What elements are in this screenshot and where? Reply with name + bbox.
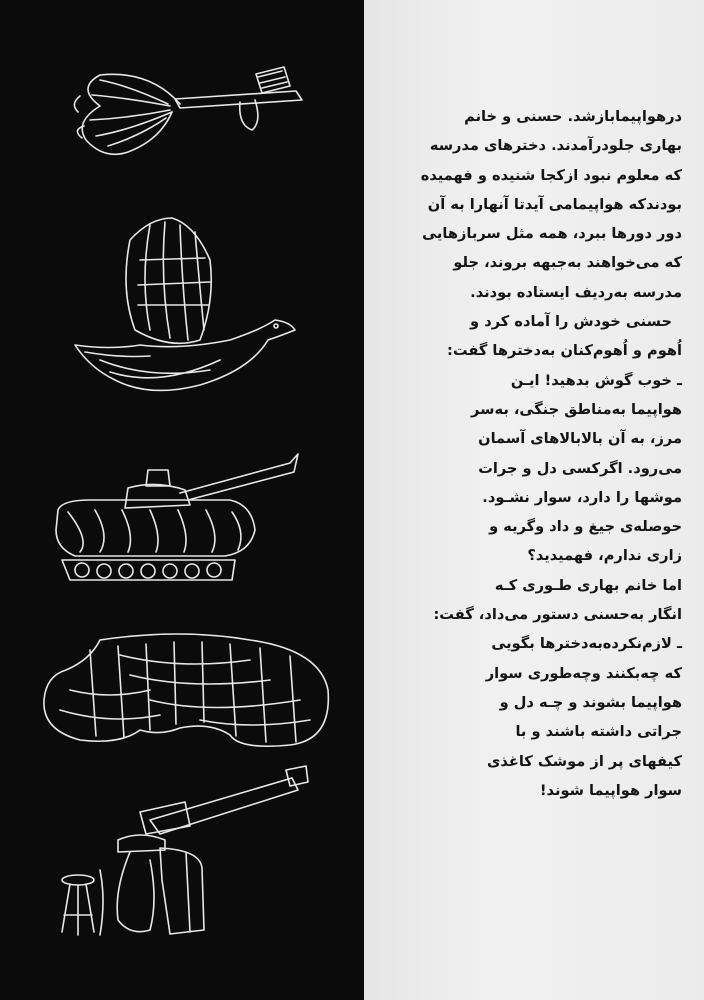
text-line: می‌رود. اگرکسی دل و جرات <box>478 459 682 477</box>
text-line: اما خانم بهاری طـوری کـه <box>494 576 682 594</box>
text-line: هواپیما به‌مناطق جنگی، به‌سر <box>471 400 682 418</box>
text-line: ـ خوب گوش بدهید! ایـن <box>510 371 682 389</box>
text-line: مدرسه به‌ردیف ایستاده بودند. <box>470 283 682 301</box>
story-text <box>390 102 682 805</box>
tank-drawing <box>56 454 298 580</box>
text-line: جراتی داشته باشند و با <box>515 723 682 741</box>
text-line: بهاری جلودرآمدند. دخترهای مدرسه <box>429 137 682 155</box>
text-line: ـ لازم‌نکرده‌به‌دخترها بگویی <box>491 635 682 653</box>
cloud-drawing <box>44 634 328 746</box>
text-line: کیفهای پر از موشک کاغذی <box>487 752 682 770</box>
text-line: درهواپیمابازشد. حسنی و خانم <box>464 108 682 125</box>
text-line: دور دورها ببرد، همه مثل سربازهایی <box>422 225 682 243</box>
text-line: انگار به‌حسنی دستور می‌داد، گفت: <box>433 606 682 624</box>
text-line: که معلوم نبود ازکجا شنیده و فهمیده <box>420 166 682 184</box>
text-line: زاری ندارم، فهمیدید؟ <box>527 547 682 565</box>
text-line: که چه‌بکنند وچه‌طوری سوار <box>485 664 682 682</box>
text-line: حسنی خودش را آماده کرد و <box>470 313 672 331</box>
airplane-drawing <box>74 67 302 154</box>
text-line: حوصله‌ی جیغ و داد وگریه و <box>489 518 682 536</box>
text-line: اُهوم و اُهوم‌کنان به‌دخترها گفت: <box>447 342 682 360</box>
text-line: هواپیما بشوند و چـه دل و <box>499 693 682 711</box>
dove-drawing <box>75 218 295 390</box>
text-line: مرز، به آن بالابالاهای آسمان <box>478 430 682 448</box>
text-line: که می‌خواهند به‌جبهه بروند، جلو <box>453 254 682 272</box>
text-line: بودندکه هواپیمامی آیدتا آنهارا به آن <box>427 195 682 213</box>
text-line: موشها را دارد، سوار نشـود. <box>482 488 682 506</box>
artillery-drawing <box>62 766 308 935</box>
text-line: سوار هواپیما شوند! <box>539 781 682 799</box>
